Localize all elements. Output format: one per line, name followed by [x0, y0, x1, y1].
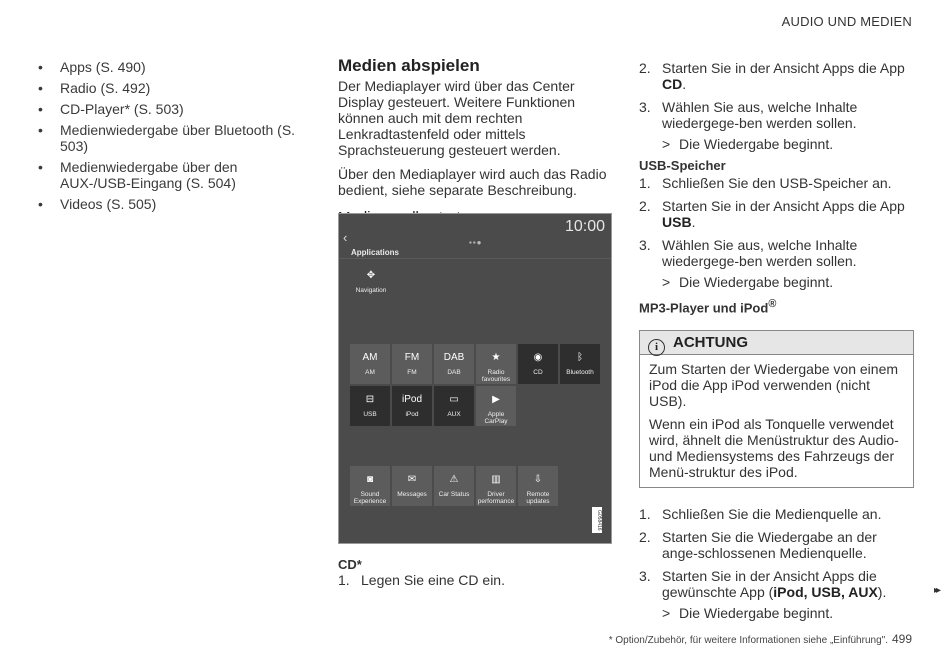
app-tile-remote-updates: ⇩ Remote updates: [518, 466, 558, 506]
cd-step-3: 3. Wählen Sie aus, welche Inhalte wiedergege-ben werden sollen.: [639, 99, 858, 131]
navigation-app-tile: ✥ Navigation: [351, 262, 391, 302]
usb-step-3: 3. Wählen Sie aus, welche Inhalte wiedergege-ben werden sollen.: [639, 237, 858, 269]
mp3-step-2: 2. Starten Sie die Wiedergabe an der ange-schlossenen Medienquelle.: [639, 529, 877, 562]
warning-body: [640, 355, 913, 487]
next-page-icon[interactable]: ▸▸: [933, 585, 938, 596]
right-column: [639, 60, 914, 627]
intro-paragraph: Der Mediaplayer wird über das Center Display gesteuert. Weitere Funktionen können auch mit dem rechten Lenkradtastenfeld oder mittels Sprachsteuerung gesteuert werden.: [338, 78, 576, 158]
mp3-heading: MP3-Player und iPod®: [639, 298, 777, 316]
app-tile-aux: ▭ AUX: [434, 386, 474, 426]
app-tile-bluetooth: ᛒ Bluetooth: [560, 344, 600, 384]
list-item[interactable]: • Apps (S. 490): [36, 59, 306, 75]
mp3-result: > Die Wiedergabe beginnt.: [662, 605, 834, 622]
divider: [339, 258, 611, 259]
figure-code: G058416: [592, 507, 602, 533]
carplay-icon: ▶: [492, 394, 500, 405]
page-indicator-icon: ▪▪●: [469, 238, 483, 247]
warning-text: Zum Starten der Wiedergabe von einem iPod die App iPod verwenden (nicht USB).: [649, 361, 899, 410]
applications-title: Applications: [351, 248, 400, 257]
app-tile-cd: ◉ CD: [518, 344, 558, 384]
app-tile-usb: ⊟ USB: [350, 386, 390, 426]
warning-header: i ACHTUNG: [640, 331, 913, 355]
dab-radio-icon: DAB: [443, 352, 465, 363]
bluetooth-icon: ᛒ: [577, 352, 583, 363]
usb-step-1: 1. Schließen Sie den USB-Speicher an.: [639, 175, 892, 191]
radio-paragraph: Über den Mediaplayer wird auch das Radio bedient, siehe separate Beschreibung.: [338, 166, 607, 198]
warning-icon: ⚠: [449, 474, 459, 485]
app-tile-ipod: iPod iPod: [392, 386, 432, 426]
footnote: * Option/Zubehör, für weitere Informationen siehe „Einführung".: [608, 635, 888, 646]
mp3-step-1: 1. Schließen Sie die Medienquelle an.: [639, 506, 882, 523]
cd-step-1: 1. Legen Sie eine CD ein.: [338, 572, 505, 588]
cd-result: > Die Wiedergabe beginnt.: [662, 136, 834, 152]
usb-step-2: 2. Starten Sie in der Ansicht Apps die App USB.: [639, 198, 905, 230]
speaker-icon: ◙: [366, 474, 374, 485]
app-tile-radio-favourites: ★ Radio favourites: [476, 344, 516, 384]
usb-heading: USB-Speicher: [639, 158, 726, 173]
section-header: AUDIO UND MEDIEN: [781, 14, 912, 29]
app-tile-apple-carplay: ▶ Apple CarPlay: [476, 386, 516, 426]
app-tile-driver-performance: ▥ Driver performance: [476, 466, 516, 506]
app-tile-am: AM AM: [350, 344, 390, 384]
main-column: [338, 58, 613, 234]
back-icon: ‹: [343, 230, 348, 245]
app-tile-fm: FM FM: [392, 344, 432, 384]
app-tile-dab: DAB DAB: [434, 344, 474, 384]
warning-box: [639, 330, 914, 488]
list-item[interactable]: • Medienwiedergabe über Bluetooth (S. 503): [36, 122, 306, 154]
usb-icon: ⊟: [365, 394, 375, 405]
page-footer: [609, 632, 912, 646]
cd-heading: CD*: [338, 557, 362, 572]
page-number: 499: [891, 632, 912, 646]
clock: 10:00: [564, 218, 605, 235]
info-icon: i: [648, 339, 665, 356]
app-tile-sound-experience: ◙ Sound Experience: [350, 466, 390, 506]
ipod-icon: iPod: [401, 394, 422, 405]
app-tile-messages: ✉ Messages: [392, 466, 432, 506]
fm-radio-icon: FM: [404, 352, 420, 363]
warning-text: Wenn ein iPod als Tonquelle verwendet wird, ähnelt die Menüstruktur des Audio- und Mediensystems des Fahrzeugs der Menü-struktur des iPod.: [649, 416, 899, 481]
navigation-icon: ✥: [366, 270, 376, 281]
messages-icon: ✉: [407, 474, 417, 485]
usb-result: > Die Wiedergabe beginnt.: [662, 274, 834, 290]
performance-chart-icon: ▥: [491, 474, 501, 485]
related-topics-list: [36, 59, 306, 217]
cd-step-2: 2. Starten Sie in der Ansicht Apps die App CD.: [639, 60, 905, 92]
page-title: Medien abspielen: [338, 56, 480, 75]
am-radio-icon: AM: [362, 352, 378, 363]
mp3-step-3: 3. Starten Sie in der Ansicht Apps die gewünschte App (iPod, USB, AUX).: [639, 568, 887, 601]
list-item[interactable]: • CD-Player* (S. 503): [36, 101, 306, 117]
app-tile-car-status: ⚠ Car Status: [434, 466, 474, 506]
center-display-illustration: [338, 213, 612, 544]
cd-icon: ◉: [533, 352, 543, 363]
list-item[interactable]: • Videos (S. 505): [36, 196, 306, 212]
star-icon: ★: [491, 352, 501, 363]
list-item[interactable]: • Medienwiedergabe über den AUX-/USB-Eingang (S. 504): [36, 159, 306, 191]
download-icon: ⇩: [533, 474, 543, 485]
aux-icon: ▭: [449, 394, 459, 405]
list-item[interactable]: • Radio (S. 492): [36, 80, 306, 96]
